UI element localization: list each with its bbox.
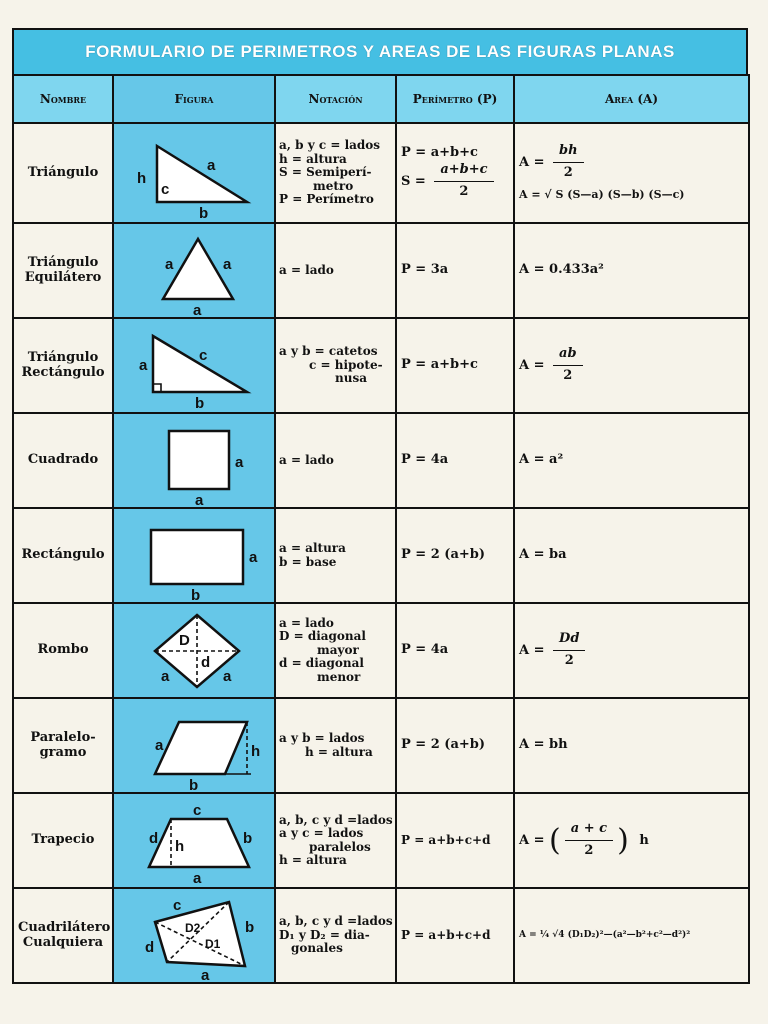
notation-line: paralelos bbox=[309, 839, 371, 854]
perimeter-formula: P = 3a bbox=[401, 262, 449, 278]
notation-cell bbox=[275, 793, 396, 888]
area-formula bbox=[519, 631, 744, 670]
figure-cell bbox=[113, 603, 275, 698]
figure-cell bbox=[113, 123, 275, 223]
fig-label: h bbox=[251, 742, 261, 760]
shape-name: Trapecio bbox=[13, 793, 113, 888]
area-formula: A = bh bbox=[519, 737, 568, 753]
equilateral-triangle-figure bbox=[119, 227, 269, 315]
fraction-denominator: 2 bbox=[563, 165, 573, 181]
fig-label: c bbox=[193, 801, 202, 819]
fig-label: D2 bbox=[185, 920, 201, 935]
formulary-sheet bbox=[12, 28, 748, 984]
perimeter-cell bbox=[396, 888, 514, 983]
shape-name: Cuadrado bbox=[13, 413, 113, 508]
shape-name: Paralelo- gramo bbox=[13, 698, 113, 793]
header-figure: Figura bbox=[113, 75, 275, 123]
shape-name: Cuadrilátero Cualquiera bbox=[13, 888, 113, 983]
semiperimeter-formula bbox=[401, 162, 509, 201]
notation-line: c = hipote- bbox=[309, 357, 383, 372]
fig-label: a bbox=[207, 157, 216, 174]
heron-formula: A = √ S (S—a) (S—b) (S—c) bbox=[519, 188, 685, 202]
notation-line: S = Semiperí- bbox=[279, 165, 372, 180]
perimeter-formula: P = 2 (a+b) bbox=[401, 737, 485, 753]
notation-line: h = altura bbox=[279, 852, 347, 867]
notation-cell bbox=[275, 223, 396, 318]
rhombus-figure bbox=[119, 607, 269, 695]
table-row bbox=[13, 888, 749, 983]
formula-lhs: A = bbox=[519, 358, 545, 373]
quadrilateral-figure bbox=[119, 892, 269, 980]
area-cell bbox=[514, 603, 749, 698]
fraction-numerator: a + c bbox=[565, 821, 613, 841]
shape-name: Rectángulo bbox=[13, 508, 113, 603]
table-row bbox=[13, 413, 749, 508]
square-figure bbox=[119, 417, 269, 505]
perimeter-formula: P = a+b+c bbox=[401, 357, 478, 373]
fraction-numerator: ab bbox=[553, 346, 583, 366]
notation-line: a, b, c y d =lados bbox=[279, 914, 393, 929]
fig-label: D1 bbox=[205, 936, 221, 951]
perimeter-cell bbox=[396, 318, 514, 413]
figure-cell bbox=[113, 413, 275, 508]
shape-name: Rombo bbox=[13, 603, 113, 698]
perimeter-cell bbox=[396, 793, 514, 888]
area-formula bbox=[519, 821, 744, 860]
fig-label: a bbox=[139, 356, 148, 374]
page-title: FORMULARIO DE PERIMETROS Y AREAS DE LAS FIGURAS PLANAS bbox=[12, 28, 748, 74]
notation-line: metro bbox=[313, 178, 354, 193]
fig-label: a bbox=[249, 548, 258, 566]
perimeter-cell bbox=[396, 508, 514, 603]
notation-cell bbox=[275, 413, 396, 508]
header-name: Nombre bbox=[13, 75, 113, 123]
figure-cell bbox=[113, 223, 275, 318]
fraction-denominator: 2 bbox=[459, 183, 469, 199]
notation-line: menor bbox=[317, 669, 361, 684]
notation-line: a y b = catetos bbox=[279, 344, 378, 359]
fig-label: a bbox=[165, 255, 174, 273]
shape-name: Triángulo Equilátero bbox=[13, 223, 113, 318]
figure-cell bbox=[113, 793, 275, 888]
area-formula: A = a² bbox=[519, 452, 564, 468]
triangle-figure bbox=[119, 128, 269, 218]
formula-lhs: A = bbox=[519, 643, 545, 658]
notation-line: a = altura bbox=[279, 541, 346, 556]
figure-cell bbox=[113, 508, 275, 603]
fig-label: d bbox=[145, 938, 155, 956]
area-cell bbox=[514, 508, 749, 603]
area-formula bbox=[519, 143, 744, 182]
figure-cell bbox=[113, 888, 275, 983]
perimeter-formula: P = a+b+c+d bbox=[401, 927, 491, 942]
notation-line: a y c = lados bbox=[279, 826, 364, 841]
perimeter-formula: P = 4a bbox=[401, 452, 449, 468]
fraction bbox=[553, 143, 584, 182]
table-row bbox=[13, 603, 749, 698]
area-cell bbox=[514, 123, 749, 223]
table-row bbox=[13, 793, 749, 888]
fig-label: b bbox=[189, 776, 199, 790]
fig-label: c bbox=[161, 181, 170, 198]
fig-label: b bbox=[245, 918, 255, 936]
header-notation: Notación bbox=[275, 75, 396, 123]
notation-line: a y b = lados bbox=[279, 731, 365, 746]
fig-label: b bbox=[243, 829, 253, 847]
area-formula: A = ba bbox=[519, 547, 567, 563]
notation-line: a = lado bbox=[279, 262, 334, 277]
notation-cell bbox=[275, 698, 396, 793]
notation-line: D = diagonal bbox=[279, 629, 366, 644]
fraction-denominator: 2 bbox=[563, 368, 573, 383]
fig-label: a bbox=[223, 255, 232, 273]
fraction bbox=[553, 346, 583, 385]
fig-label: c bbox=[199, 346, 208, 364]
area-cell bbox=[514, 888, 749, 983]
notation-line: gonales bbox=[291, 941, 343, 956]
fig-label: d bbox=[201, 653, 211, 671]
area-cell bbox=[514, 318, 749, 413]
fig-label: a bbox=[155, 736, 164, 754]
notation-line: P = Perímetro bbox=[279, 192, 374, 207]
shape-name: Triángulo bbox=[13, 123, 113, 223]
right-triangle-figure bbox=[119, 322, 269, 410]
formula-lhs: A = bbox=[519, 155, 545, 171]
notation-line: a, b, c y d =lados bbox=[279, 812, 393, 827]
area-cell bbox=[514, 698, 749, 793]
fig-label: c bbox=[173, 896, 182, 914]
notation-line: mayor bbox=[317, 642, 359, 657]
fig-label: a bbox=[235, 453, 244, 471]
notation-line: a = lado bbox=[279, 452, 334, 467]
notation-line: a = lado bbox=[279, 615, 334, 630]
paren-open: ( bbox=[549, 823, 561, 858]
perimeter-cell bbox=[396, 413, 514, 508]
header-perimeter: Perímetro (P) bbox=[396, 75, 514, 123]
fraction-numerator: Dd bbox=[553, 631, 585, 651]
notation-cell bbox=[275, 603, 396, 698]
table-row bbox=[13, 318, 749, 413]
table-row bbox=[13, 698, 749, 793]
fraction bbox=[553, 631, 585, 670]
formula-suffix: h bbox=[639, 833, 649, 848]
fig-label: h bbox=[175, 837, 185, 855]
paren-close: ) bbox=[617, 823, 629, 858]
rectangle-figure bbox=[119, 512, 269, 600]
table-row bbox=[13, 508, 749, 603]
notation-line: b = base bbox=[279, 554, 337, 569]
perimeter-formula: P = a+b+c+d bbox=[401, 832, 491, 847]
area-formula bbox=[519, 346, 744, 385]
area-cell bbox=[514, 223, 749, 318]
perimeter-cell bbox=[396, 123, 514, 223]
notation-line: d = diagonal bbox=[279, 656, 364, 671]
fig-label: a bbox=[223, 667, 232, 685]
notation-line: a, b y c = lados bbox=[279, 138, 381, 153]
table-row bbox=[13, 223, 749, 318]
notation-cell bbox=[275, 318, 396, 413]
shape-name: Triángulo Rectángulo bbox=[13, 318, 113, 413]
notation-line: h = altura bbox=[279, 151, 347, 166]
perimeter-formula: P = 4a bbox=[401, 642, 449, 658]
notation-line: nusa bbox=[335, 371, 367, 386]
perimeter-formula: P = 2 (a+b) bbox=[401, 547, 485, 563]
perimeter-cell bbox=[396, 223, 514, 318]
fraction bbox=[565, 821, 613, 860]
fig-label: a bbox=[201, 966, 210, 980]
perimeter-cell bbox=[396, 603, 514, 698]
figure-cell bbox=[113, 318, 275, 413]
parallelogram-figure bbox=[119, 702, 269, 790]
area-cell bbox=[514, 413, 749, 508]
perimeter-cell bbox=[396, 698, 514, 793]
figure-cell bbox=[113, 698, 275, 793]
notation-line: h = altura bbox=[305, 744, 373, 759]
fig-label: a bbox=[195, 491, 204, 505]
fig-label: b bbox=[199, 205, 209, 218]
notation-cell bbox=[275, 888, 396, 983]
fig-label: h bbox=[137, 170, 147, 187]
fig-label: b bbox=[191, 586, 201, 600]
fig-label: D bbox=[179, 631, 190, 649]
notation-cell bbox=[275, 123, 396, 223]
header-row bbox=[13, 75, 749, 123]
fig-label: a bbox=[161, 667, 170, 685]
fig-label: d bbox=[149, 829, 159, 847]
formula-table bbox=[12, 74, 750, 984]
formula-lhs: A = bbox=[519, 833, 545, 848]
area-formula: A = ¼ √4 (D₁D₂)²—(a²—b²+c²—d²)² bbox=[519, 929, 691, 940]
fraction-denominator: 2 bbox=[584, 843, 594, 858]
fraction bbox=[434, 162, 493, 201]
fraction-denominator: 2 bbox=[564, 653, 574, 668]
fraction-numerator: a+b+c bbox=[434, 162, 493, 182]
perimeter-formula: P = a+b+c bbox=[401, 145, 478, 161]
formula-lhs: S = bbox=[401, 173, 426, 189]
fig-label: a bbox=[193, 869, 202, 885]
area-formula: A = 0.433a² bbox=[519, 262, 604, 278]
notation-line: D₁ y D₂ = dia- bbox=[279, 927, 370, 942]
area-cell bbox=[514, 793, 749, 888]
fraction-numerator: bh bbox=[553, 143, 584, 163]
trapezoid-figure bbox=[119, 797, 269, 885]
table-row bbox=[13, 123, 749, 223]
fig-label: a bbox=[193, 301, 202, 315]
header-area: Area (A) bbox=[514, 75, 749, 123]
fig-label: b bbox=[195, 394, 205, 410]
notation-cell bbox=[275, 508, 396, 603]
